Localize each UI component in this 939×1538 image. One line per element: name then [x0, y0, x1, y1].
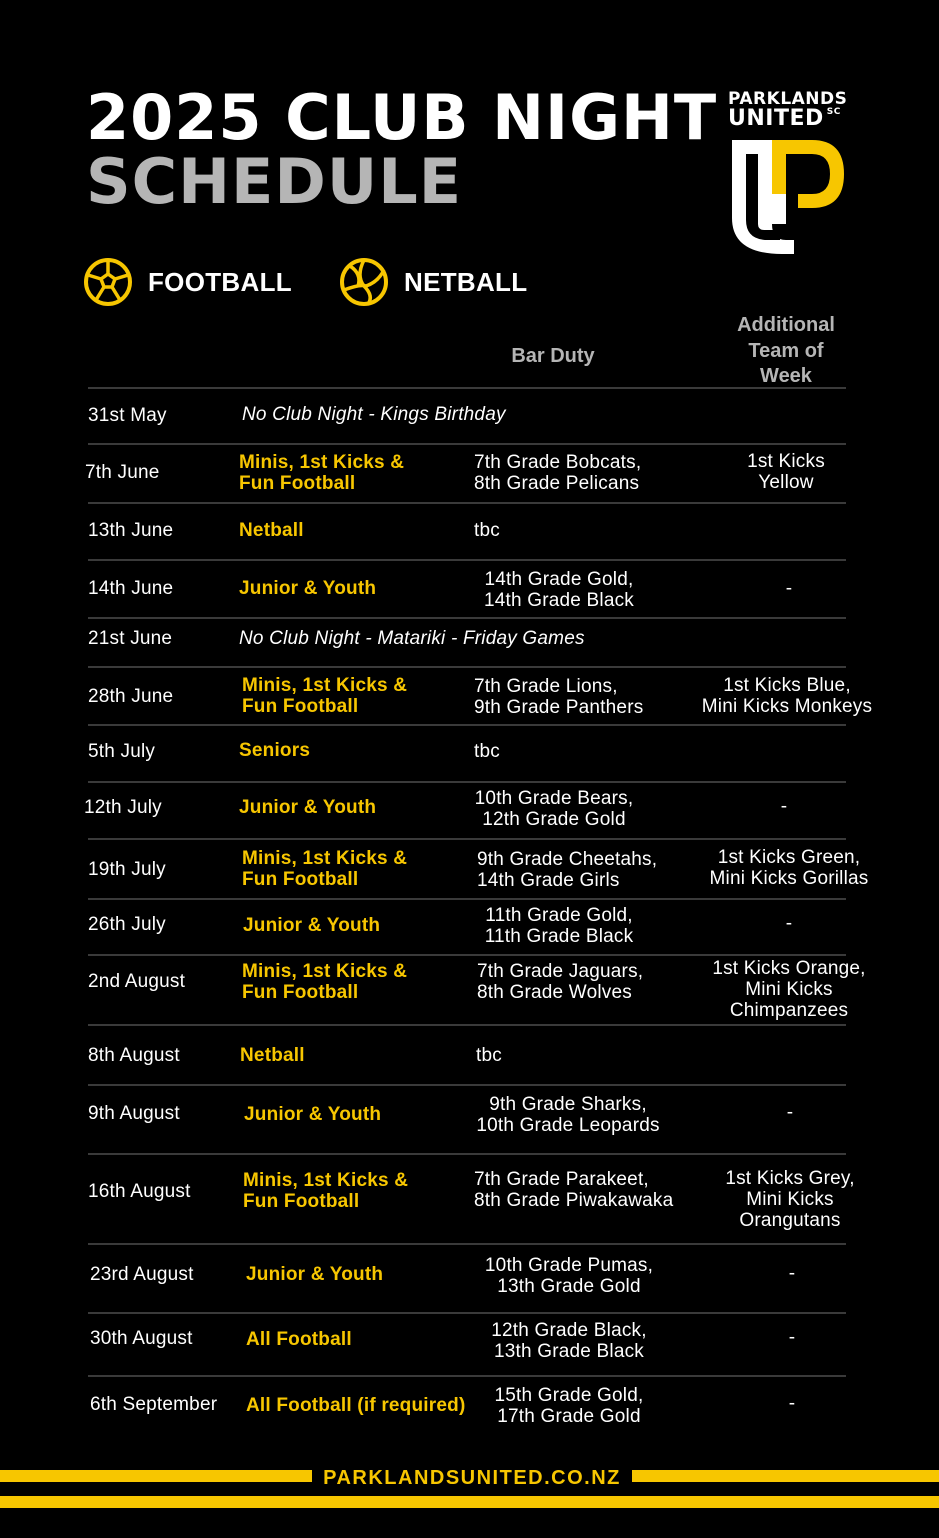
row-date: 14th June	[88, 578, 174, 599]
row-date: 7th June	[85, 462, 160, 483]
row-event: Seniors	[239, 740, 311, 761]
row-date: 23rd August	[90, 1264, 194, 1285]
row-bar-duty	[474, 1169, 673, 1211]
bar-duty-line2: 14th Grade Girls	[477, 870, 620, 891]
row-team-of-week: -	[788, 1263, 796, 1284]
team-line1: 1st Kicks	[747, 451, 825, 472]
football-icon	[82, 256, 134, 308]
divider	[88, 724, 846, 726]
row-date: 13th June	[88, 520, 174, 541]
row-bar-duty: tbc	[474, 741, 500, 762]
row-event	[242, 961, 407, 1003]
team-line2: Mini Kicks	[745, 979, 833, 1000]
row-team-of-week	[710, 1168, 870, 1231]
bar-duty-line2: 10th Grade Leopards	[476, 1115, 660, 1136]
row-date: 9th August	[88, 1103, 180, 1124]
club-crest-icon	[728, 140, 848, 256]
legend-football	[82, 256, 292, 308]
event-line2: Fun Football	[242, 696, 359, 717]
row-date: 16th August	[88, 1181, 191, 1202]
row-event: All Football (if required)	[246, 1395, 466, 1416]
row-note: No Club Night - Matariki - Friday Games	[239, 628, 585, 649]
divider	[88, 1024, 846, 1026]
team-line2: Mini Kicks Gorillas	[709, 868, 869, 889]
row-event: All Football	[246, 1329, 352, 1350]
team-line1: 1st Kicks Grey,	[725, 1168, 855, 1189]
team-line2: Yellow	[758, 472, 814, 493]
row-team-of-week: -	[788, 1327, 796, 1348]
row-team-of-week	[706, 451, 866, 493]
divider	[88, 1084, 846, 1086]
logo-suffix: SC	[826, 107, 841, 117]
row-team-of-week: -	[785, 578, 793, 599]
row-date: 28th June	[88, 686, 174, 707]
bar-duty-line1: 10th Grade Pumas,	[484, 1255, 654, 1276]
bar-duty-line2: 13th Grade Gold	[497, 1276, 641, 1297]
bar-duty-line2: 8th Grade Wolves	[477, 982, 632, 1003]
event-line2: Fun Football	[239, 473, 356, 494]
divider	[88, 559, 846, 561]
team-line1: 1st Kicks Green,	[717, 847, 861, 868]
team-line1: 1st Kicks Blue,	[723, 675, 851, 696]
row-date: 26th July	[88, 914, 166, 935]
team-header-line2: Team of	[748, 339, 824, 362]
row-event	[242, 675, 407, 717]
row-event	[239, 452, 404, 494]
bar-duty-line2: 14th Grade Black	[483, 590, 634, 611]
team-line1: 1st Kicks Orange,	[712, 958, 866, 979]
netball-icon	[338, 256, 390, 308]
divider	[88, 443, 846, 445]
event-line2: Fun Football	[242, 982, 359, 1003]
row-date: 2nd August	[88, 971, 186, 992]
team-line3: Chimpanzees	[729, 1000, 849, 1021]
bar-duty-line1: 12th Grade Black,	[491, 1320, 647, 1341]
row-event	[243, 1170, 408, 1212]
divider	[88, 781, 846, 783]
row-date: 12th July	[84, 797, 162, 818]
divider	[88, 1243, 846, 1245]
row-event: Netball	[239, 520, 304, 541]
team-header-line3: Week	[760, 365, 812, 387]
bar-duty-line1: 7th Grade Lions,	[474, 676, 618, 697]
event-line1: Minis, 1st Kicks &	[242, 961, 408, 982]
event-line1: Minis, 1st Kicks &	[242, 675, 408, 696]
logo-text-line2: UNITED SC	[728, 106, 841, 131]
divider	[88, 387, 846, 389]
row-bar-duty: tbc	[476, 1045, 502, 1066]
row-date: 31st May	[88, 405, 167, 426]
divider	[88, 954, 846, 956]
row-team-of-week: -	[780, 796, 788, 817]
divider	[88, 666, 846, 668]
bar-duty-line2: 12th Grade Gold	[482, 809, 626, 830]
row-team-of-week	[700, 958, 878, 1021]
bar-duty-line1: 15th Grade Gold,	[494, 1385, 644, 1406]
row-date: 21st June	[88, 628, 173, 649]
bar-duty-line1: 14th Grade Gold,	[484, 569, 634, 590]
row-team-of-week: -	[785, 913, 793, 934]
legend-netball-label: NETBALL	[404, 266, 528, 297]
row-bar-duty	[468, 1094, 668, 1136]
row-bar-duty: tbc	[474, 520, 500, 541]
event-line1: Minis, 1st Kicks &	[243, 1170, 409, 1191]
bar-duty-line2: 8th Grade Pelicans	[474, 473, 640, 494]
row-team-of-week: -	[788, 1393, 796, 1414]
row-event: Junior & Youth	[244, 1104, 382, 1125]
bar-duty-line2: 11th Grade Black	[484, 926, 634, 947]
row-bar-duty	[474, 569, 644, 611]
row-date: 6th September	[90, 1394, 218, 1415]
row-bar-duty	[477, 849, 657, 891]
column-header-bar-duty: Bar Duty	[511, 345, 595, 367]
bar-duty-line1: 10th Grade Bears,	[474, 788, 634, 809]
row-team-of-week	[696, 847, 882, 889]
team-line2: Mini Kicks	[746, 1189, 834, 1210]
bar-duty-line1: 7th Grade Jaguars,	[477, 961, 644, 982]
row-note: No Club Night - Kings Birthday	[242, 404, 506, 425]
row-bar-duty	[472, 1255, 666, 1297]
divider	[88, 898, 846, 900]
bar-duty-line2: 13th Grade Black	[493, 1341, 644, 1362]
row-bar-duty	[474, 676, 643, 718]
row-event: Netball	[240, 1045, 305, 1066]
divider	[88, 617, 846, 619]
club-logo	[728, 90, 848, 130]
bar-duty-line1: 7th Grade Bobcats,	[474, 452, 642, 473]
event-line1: Minis, 1st Kicks &	[242, 848, 408, 869]
logo-text-line1: PARKLANDS	[728, 89, 848, 109]
bar-duty-line1: 11th Grade Gold,	[485, 905, 633, 926]
row-event: Junior & Youth	[243, 915, 381, 936]
team-header-line1: Additional	[737, 314, 835, 336]
legend-football-label: FOOTBALL	[148, 266, 292, 297]
row-date: 8th August	[88, 1045, 180, 1066]
footer-stripe-bottom	[0, 1496, 939, 1508]
row-bar-duty	[474, 452, 641, 494]
row-bar-duty	[478, 1320, 660, 1362]
bar-duty-line1: 7th Grade Parakeet,	[474, 1169, 649, 1190]
row-event	[242, 848, 407, 890]
website-link[interactable]: PARKLANDSUNITED.CO.NZ	[312, 1464, 632, 1492]
row-bar-duty	[474, 905, 644, 947]
row-date: 30th August	[90, 1328, 193, 1349]
row-event: Junior & Youth	[239, 797, 377, 818]
row-team-of-week: -	[786, 1102, 794, 1123]
divider	[88, 1312, 846, 1314]
divider	[88, 1153, 846, 1155]
legend-netball	[338, 256, 527, 308]
column-header-team-of-week	[716, 313, 856, 390]
page-subtitle: SCHEDULE	[86, 145, 463, 218]
bar-duty-line2: 8th Grade Piwakawaka	[474, 1190, 674, 1211]
bar-duty-line2: 17th Grade Gold	[497, 1406, 641, 1427]
row-bar-duty	[477, 961, 643, 1003]
row-date: 5th July	[88, 741, 156, 762]
row-event: Junior & Youth	[239, 578, 377, 599]
row-bar-duty	[478, 1385, 660, 1427]
row-bar-duty	[468, 788, 640, 830]
team-line2: Mini Kicks Monkeys	[701, 696, 873, 717]
bar-duty-line2: 9th Grade Panthers	[474, 697, 644, 718]
divider	[88, 1375, 846, 1377]
bar-duty-line1: 9th Grade Sharks,	[489, 1094, 647, 1115]
row-team-of-week	[690, 675, 884, 717]
event-line2: Fun Football	[242, 869, 359, 890]
team-line3: Orangutans	[739, 1210, 841, 1231]
divider	[88, 502, 846, 504]
bar-duty-line1: 9th Grade Cheetahs,	[477, 849, 658, 870]
event-line2: Fun Football	[243, 1191, 360, 1212]
divider	[88, 838, 846, 840]
event-line1: Minis, 1st Kicks &	[239, 452, 405, 473]
page-title: 2025 CLUB NIGHT	[86, 81, 718, 154]
row-date: 19th July	[88, 859, 166, 880]
row-event: Junior & Youth	[246, 1264, 384, 1285]
